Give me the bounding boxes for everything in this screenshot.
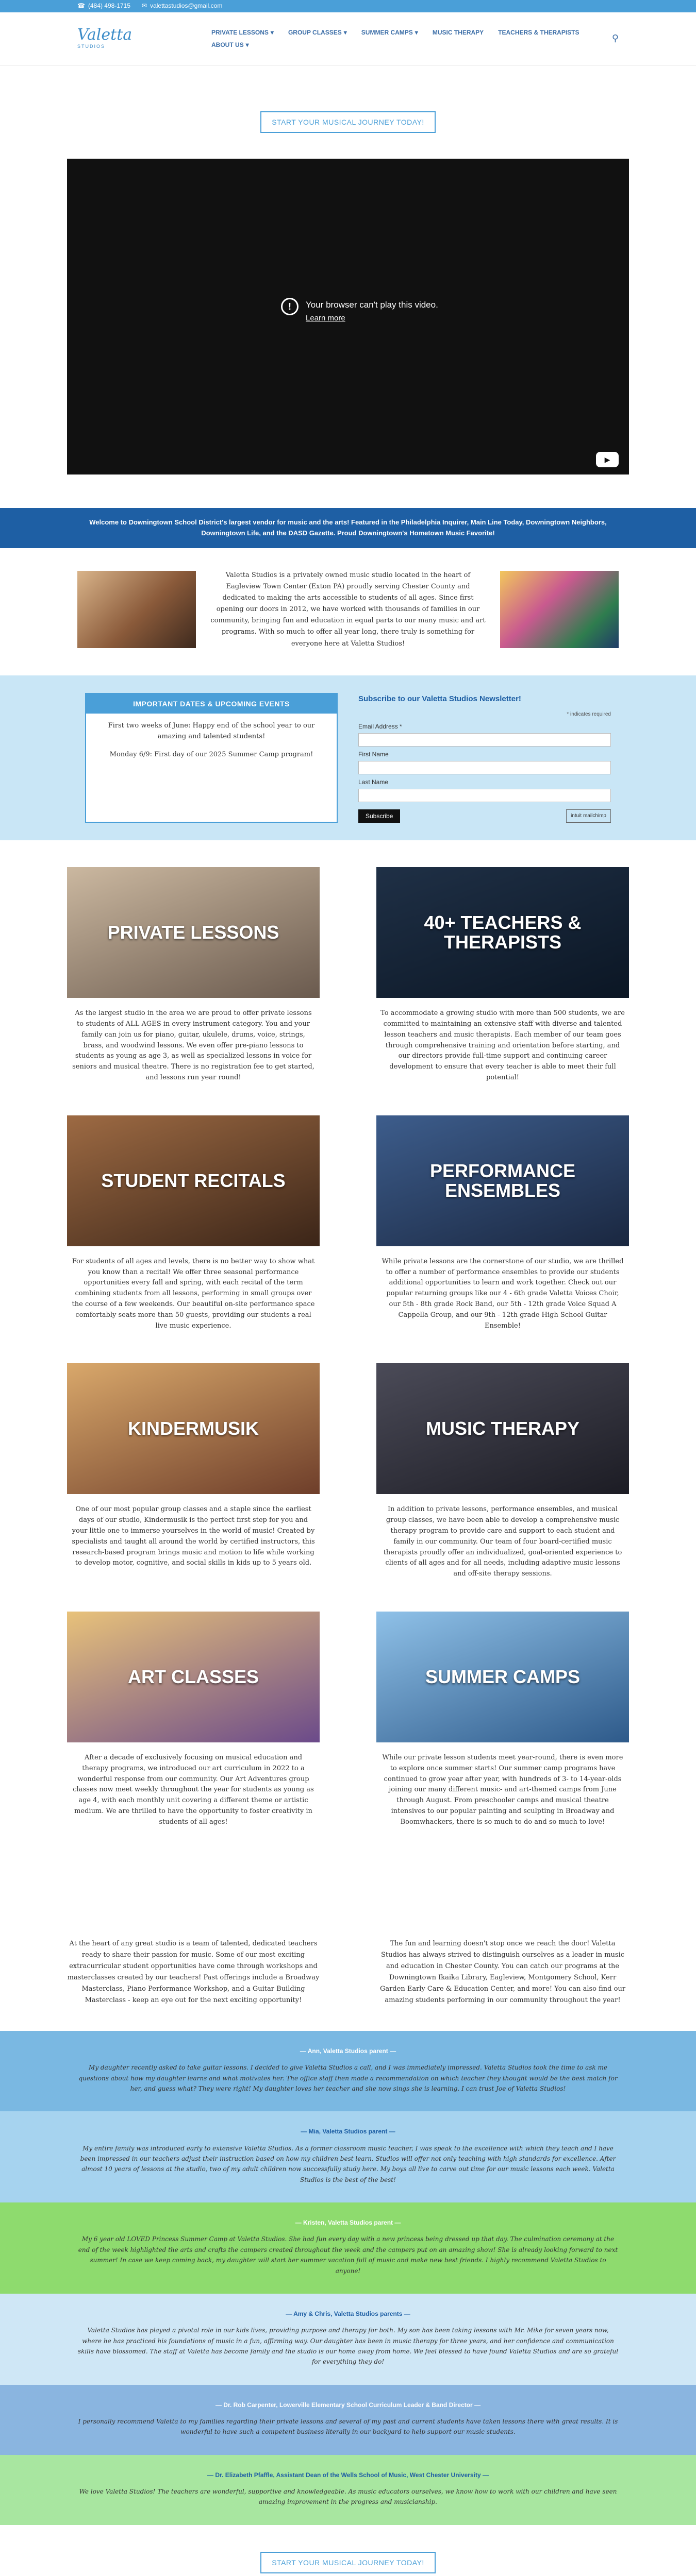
nav-summer-camps[interactable]: SUMMER CAMPS ▾ xyxy=(361,28,418,38)
program-image[interactable]: MUSIC THERAPY xyxy=(376,1363,629,1494)
program-art-classes: ART CLASSES After a decade of exclusively focusing on musical education and therapy programs, we introduced our art curriculum in 2022 to a wonderful response from our community. Our Art Adventures group classes now meet weekly throughout the year for students as young as age 4, with each monthly unit covering a different theme or artistic medium. We are thrilled to have the opportunity to foster creativity in students of all ages! xyxy=(67,1612,320,1828)
about-text: Valetta Studios is a privately owned music studio located in the heart of Eagleview Town Center (Exton PA) proudly serving Chester County and dedicated to making the arts accessible to students of all ages. Since first opening our doors in 2012, we have worked with thousands of families in our community, bringing fun and education in equal parts to our many music and art programs. With so much to offer all year long, there truly is something for everyone here at Valetta Studios! xyxy=(210,571,486,648)
email-field[interactable] xyxy=(358,733,611,747)
testimonial: — Dr. Elizabeth Pfaffle, Assistant Dean of the Wells School of Music, West Chester University — We love Valetta Studios! The teachers are wonderful, supportive and knowledgeable. As music educators ourselves, we know how to work with our children and have seen amazing improvement in the progress and musicianship. xyxy=(0,2455,696,2525)
program-kindermusik: KINDERMUSIK One of our most popular group classes and a staple since the earliest days of our studio, Kindermusik is the perfect first step for you and your little one to immerse yourselves in the world of music! Created by specialists and taught all around the world by certified instructors, this research-based program brings music and motion to life while working to develop motor, cognitive, and social skills in kids up to 5 years old. xyxy=(67,1363,320,1580)
first-name-field[interactable] xyxy=(358,761,611,774)
community-section xyxy=(0,1860,696,2031)
chevron-down-icon: ▾ xyxy=(245,41,249,48)
program-music-therapy: MUSIC THERAPY In addition to private lessons, performance ensembles, and musical group classes, we have been able to develop a comprehensive music therapy program to provide care and support to each student and family in our community. Our team of four board-certified music therapists proudly offer an individualized, goal-oriented experience to clients of all ages and for all needs, including adaptive music lessons and off-site therapy sessions. xyxy=(376,1363,629,1580)
program-image[interactable]: STUDENT RECITALS xyxy=(67,1115,320,1246)
workshops-text: At the heart of any great studio is a team of talented, dedicated teachers ready to share their passion for music. Some of our most exciting extracurricular student opportunities have come through workshops and masterclasses created by our teachers! Past offerings include a Broadway Masterclass, Piano Performance Workshop, and a Guitar Building Masterclass - keep an eye out for the next exciting opportunity! xyxy=(67,1939,320,2004)
program-image[interactable]: ART CLASSES xyxy=(67,1612,320,1742)
program-image[interactable]: PERFORMANCE ENSEMBLES xyxy=(376,1115,629,1246)
testimonial: — Kristen, Valetta Studios parent — My 6 year old LOVED Princess Summer Camp at Valetta Studios. She had fun every day with a new princess being dressed up that day. The culmination ceremony at the end of the week highlighted the arts and crafts the campers created throughout the week and the campers put on an amazing show! She is already looking forward to next summer! In case we keep coming back, my daughter will start her summer vacation full of music and make new best friends. I highly recommend Valetta Studios to anyone! xyxy=(0,2202,696,2294)
important-dates: IMPORTANT DATES & UPCOMING EVENTS First two weeks of June: Happy end of the school year to our amazing and talented students! Monday 6/9: First day of our 2025 Summer Camp program! xyxy=(85,693,338,823)
video-error: ! Your browser can't play this video. Learn more xyxy=(281,298,438,324)
nav-about-us[interactable]: ABOUT US ▾ xyxy=(211,40,249,50)
top-bar xyxy=(0,0,696,12)
date-item: First two weeks of June: Happy end of the school year to our amazing and talented students! xyxy=(108,722,315,740)
welcome-banner: Welcome to Downingtown School District's largest vendor for music and the arts! Featured in the Philadelphia Inquirer, Main Line Today, Downingtown Neighbors, Downingtown Life, and the DASD Gazette. Proud Downingtown's Hometown Music Favorite! xyxy=(0,508,696,548)
program-private-lessons: PRIVATE LESSONS As the largest studio in the area we are proud to offer private lessons to students of ALL AGES in every instrument category. You and your family can join us for piano, guitar, ukulele, drums, voice, strings, brass, and woodwind lessons. We even offer pre-piano lessons to students as young as age 3, as well as specialized lessons in voice for seniors and musical theatre. There is no registration fee to get started, and lessons run year round! xyxy=(67,867,320,1083)
email-link[interactable]: ✉ valettastudios@gmail.com xyxy=(142,1,222,11)
nav-private-lessons[interactable]: PRIVATE LESSONS ▾ xyxy=(211,28,274,38)
youtube-icon[interactable]: ▶ xyxy=(596,452,619,467)
date-item: Monday 6/9: First day of our 2025 Summer Camp program! xyxy=(109,750,313,758)
chevron-down-icon: ▾ xyxy=(270,29,274,37)
mailchimp-badge[interactable]: intuit mailchimp xyxy=(566,809,611,823)
program-summer-camps: SUMMER CAMPS While our private lesson students meet year-round, there is even more to explore once summer starts! Our summer camp programs have continued to grow year after year, with hundreds of 3- to 14-year-olds joining our many different music- and art-themed camps from June through August. From preschooler camps and musical theatre intensives to our popular painting and sculpting in Broadway and Boomwhackers, there is so much to do and so much to love! xyxy=(376,1612,629,1828)
nav-teachers[interactable]: TEACHERS & THERAPISTS xyxy=(498,29,579,37)
site-header xyxy=(0,12,696,66)
cta-button-bottom[interactable]: START YOUR MUSICAL JOURNEY TODAY! xyxy=(260,2552,436,2573)
testimonial: — Ann, Valetta Studios parent — My daughter recently asked to take guitar lessons. I decided to give Valetta Studios a call, and I was immediately impressed. Valetta Studios took the time to ask me questions about how my daughter learns and what motivates her. The office staff then made a recommendation on which teacher they thought would be the best match for her, and guess what? They were right! My daughter loves her teacher and she now sings she is learning. I can trust Joe of Valetta Studios! xyxy=(0,2031,696,2111)
chevron-down-icon: ▾ xyxy=(415,29,418,37)
phone-icon: ☎ xyxy=(77,2,85,10)
students-photo xyxy=(500,571,619,648)
program-image[interactable]: PRIVATE LESSONS xyxy=(67,867,320,998)
alert-icon: ! xyxy=(281,298,299,315)
program-image[interactable]: 40+ TEACHERS & THERAPISTS xyxy=(376,867,629,998)
outreach-text: The fun and learning doesn't stop once we reach the door! Valetta Studios has always strived to distinguish ourselves as a leader in music and education in Chester County. You can catch our programs at the Downingtown Ikaika Library, Eagleview, Montgomery School, Kerr Garden Early Care & Education Center, and more! You can also find our amazing students performing in our community throughout the year! xyxy=(379,1939,626,2004)
mail-icon: ✉ xyxy=(142,2,147,10)
video-player[interactable] xyxy=(67,159,629,474)
programs-grid xyxy=(0,840,696,1859)
program-ensembles: PERFORMANCE ENSEMBLES While private lessons are the cornerstone of our studio, we are thrilled to offer a number of performance ensembles to provide our students additional opportunities to learn and work together. Check out our popular returning groups like our 4 - 6th grade Valetta Voices Choir, our 5th - 8th grade Rock Band, our 5th - 12th grade Voice Squad A Cappella Group, and our 9th - 12th grade High School Guitar Ensemble! xyxy=(376,1115,629,1332)
nav-group-classes[interactable]: GROUP CLASSES ▾ xyxy=(288,28,347,38)
subscribe-button[interactable]: Subscribe xyxy=(358,809,400,823)
program-teachers: 40+ TEACHERS & THERAPISTS To accommodate a growing studio with more than 500 students, we are committed to maintaining an extensive staff with diverse and talented lesson teachers and music therapists. Each member of our team goes through comprehensive training and orientation before starting, and our directors provide full-time support and continuing career development to ensure that every teacher is able to meet their full potential! xyxy=(376,867,629,1083)
phone-link[interactable]: ☎ (484) 498-1715 xyxy=(77,1,130,11)
newsletter-form: Subscribe to our Valetta Studios Newsletter! * indicates required Email Address * First Name Last Name Subscribe intuit mailchimp xyxy=(358,693,611,823)
testimonial: — Dr. Rob Carpenter, Lowerville Elementary School Curriculum Leader & Band Director — I personally recommend Valetta to my families regarding their private lessons and several of my past and current students have taken lessons there with great results. It is wonderful to have such a competent business literally in our backyard to help support our music students. xyxy=(0,2385,696,2455)
about-section xyxy=(0,548,696,675)
main-nav xyxy=(211,28,603,49)
program-image[interactable]: KINDERMUSIK xyxy=(67,1363,320,1494)
studio-photo xyxy=(77,571,196,648)
testimonial: — Mia, Valetta Studios parent — My entire family was introduced early to extensive Valetta Studios. As a former classroom music teacher, I was speak to the excellence with which they teach and I have been impressed in our teachers adjust their instruction based on how my children best learn. Studios will offer not only teaching with high standards for excellence. After almost 10 years of lessons at the studio, two of my adult children now successfully study here. My boys all live to carve out time for our music lessons each week. Valetta Studios is the best of the best! xyxy=(0,2111,696,2202)
site-logo[interactable]: Valetta STUDIOS xyxy=(77,26,132,49)
events-band xyxy=(0,675,696,841)
cta-button-top[interactable]: START YOUR MUSICAL JOURNEY TODAY! xyxy=(260,111,436,133)
last-name-field[interactable] xyxy=(358,789,611,802)
nav-music-therapy[interactable]: MUSIC THERAPY xyxy=(432,29,484,37)
learn-more-link[interactable]: Learn more xyxy=(306,313,345,323)
search-icon[interactable]: ⚲ xyxy=(611,33,619,44)
chevron-down-icon: ▾ xyxy=(343,29,347,37)
testimonial: — Amy & Chris, Valetta Studios parents — Valetta Studios has played a pivotal role in our kids lives, providing purpose and therapy for both. My son has been taking lessons with Mr. Mike for seven years now, where he has practiced his foundations of music in a fun, affirming way. Our daughter has been in music therapy for three years, and her confidence and communication skills have blossomed. The staff at Valetta has become family and the studio is our home away from home. We feel blessed to have found Valetta Studios and are so grateful for everything they do! xyxy=(0,2294,696,2385)
program-image[interactable]: SUMMER CAMPS xyxy=(376,1612,629,1742)
program-recitals: STUDENT RECITALS For students of all ages and levels, there is no better way to show what you know than a recital! We offer three seasonal performance opportunities every fall and spring, with each recital of the term combining students from all lessons, performing in small groups over the course of a few weekends. Our beautiful on-site performance space comfortably seats more than 50 guests, providing our students a real live music experience. xyxy=(67,1115,320,1332)
